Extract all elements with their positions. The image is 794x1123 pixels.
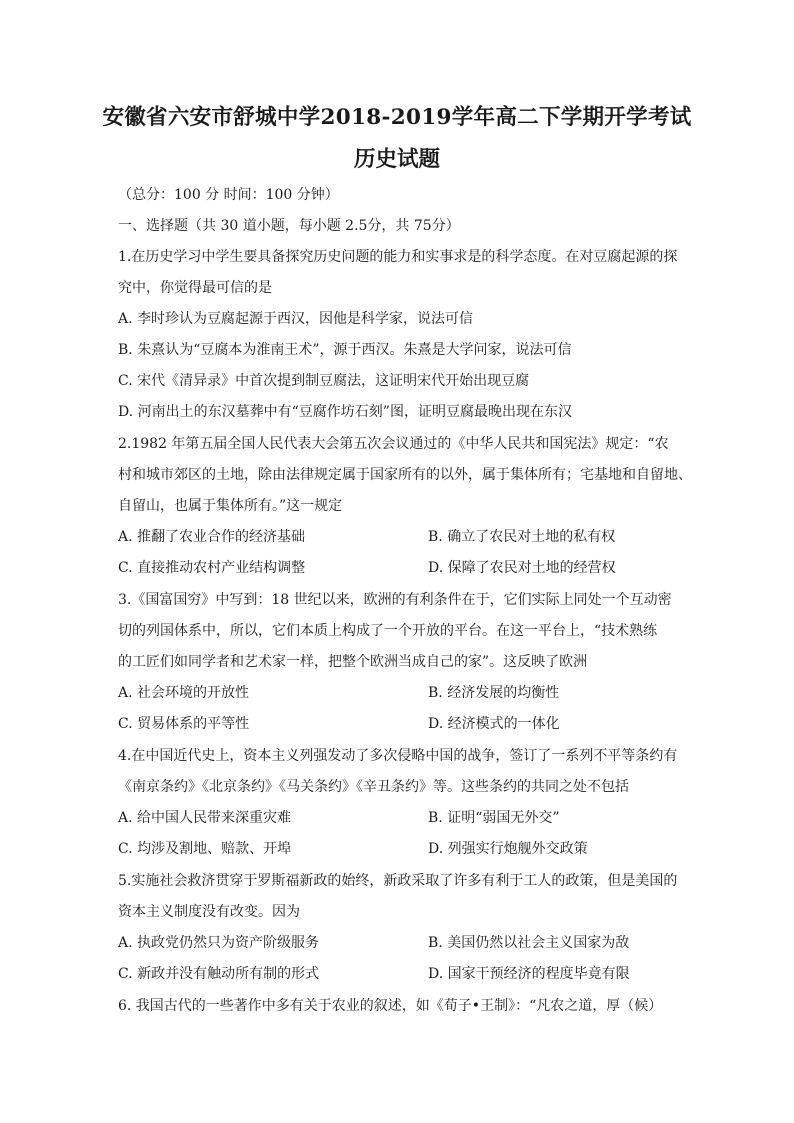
page-title: 安徽省六安市舒城中学2018-2019学年高二下学期开学考试 [102,105,692,130]
question-text: 资本主义制度没有改变。因为 [118,904,300,920]
answer-option: D. 经济模式的一体化 [428,716,560,732]
question-text: 6. 我国古代的一些著作中多有关于农业的叙述，如《荀子•王制》：“凡农之道，厚（候） [118,998,663,1014]
answer-option: C. 新政并没有触动所有制的形式 [118,966,320,982]
answer-option: C. 宋代《清异录》中首次提到制豆腐法，这证明宋代开始出现豆腐 [118,373,530,389]
answer-option: C. 直接推动农村产业结构调整 [118,560,306,576]
question-text: 村和城市郊区的土地，除由法律规定属于国家所有的以外，属于集体所有；宅基地和自留地、 [118,467,692,483]
answer-option: D. 国家干预经济的程度毕竟有限 [428,966,630,982]
answer-option: A. 李时珍认为豆腐起源于西汉，因他是科学家，说法可信 [118,311,474,327]
question-text: 切的列国体系中，所以，它们本质上构成了一个开放的平台。在这一平台上，“技术熟练 [118,623,658,639]
answer-option: B. 美国仍然以社会主义国家为敌 [428,935,630,951]
question-text: 自留山，也属于集体所有。”这一规定 [118,498,343,514]
question-text: 究中，你觉得最可信的是 [118,280,272,296]
answer-option: D. 保障了农民对土地的经营权 [428,560,616,576]
answer-option: D. 列强实行炮舰外交政策 [428,841,588,857]
answer-option: B. 经济发展的均衡性 [428,685,560,701]
answer-option: B. 确立了农民对土地的私有权 [428,529,616,545]
answer-option: B. 证明“弱国无外交” [428,810,560,826]
answer-option: B. 朱熹认为“豆腐本为淮南王术”，源于西汉。朱熹是大学问家，说法可信 [118,342,572,358]
question-text: 1.在历史学习中学生要具备探究历史问题的能力和实事求是的科学态度。在对豆腐起源的探 [118,249,678,265]
answer-option: A. 执政党仍然只为资产阶级服务 [118,935,320,951]
question-text: 2.1982 年第五届全国人民代表大会第五次会议通过的《中华人民共和国宪法》规定：“农 [118,436,669,452]
question-text: 4.在中国近代史上，资本主义列强发动了多次侵略中国的战争，签订了一系列不平等条约有 [118,748,678,764]
answer-option: A. 给中国人民带来深重灾难 [118,810,292,826]
question-text: 5.实施社会救济贯穿于罗斯福新政的始终，新政采取了许多有利于工人的政策，但是美国的 [118,873,678,889]
answer-option: D. 河南出土的东汉墓葬中有“豆腐作坊石刻”图，证明豆腐最晚出现在东汉 [118,404,572,420]
question-text: 的工匠们如同学者和艺术家一样，把整个欧洲当成自己的家”。这反映了欧洲 [118,654,588,670]
answer-option: C. 均涉及割地、赔款、开埠 [118,841,292,857]
question-text: 《南京条约》《北京条约》《马关条约》《辛丑条约》等。这些条约的共同之处不包括 [118,779,629,795]
exam-info: （总分：100 分 时间：100 分钟） [118,187,339,203]
question-text: 3.《国富国穷》中写到：18 世纪以来，欧洲的有利条件在于，它们实际上同处一个互动密 [118,592,672,608]
answer-option: A. 推翻了农业合作的经济基础 [118,529,306,545]
page-subtitle: 历史试题 [353,147,440,172]
answer-option: A. 社会环境的开放性 [118,685,250,701]
answer-option: C. 贸易体系的平等性 [118,716,250,732]
section-heading: 一、选择题（共 30 道小题，每小题 2.5分，共 75分） [118,218,460,234]
